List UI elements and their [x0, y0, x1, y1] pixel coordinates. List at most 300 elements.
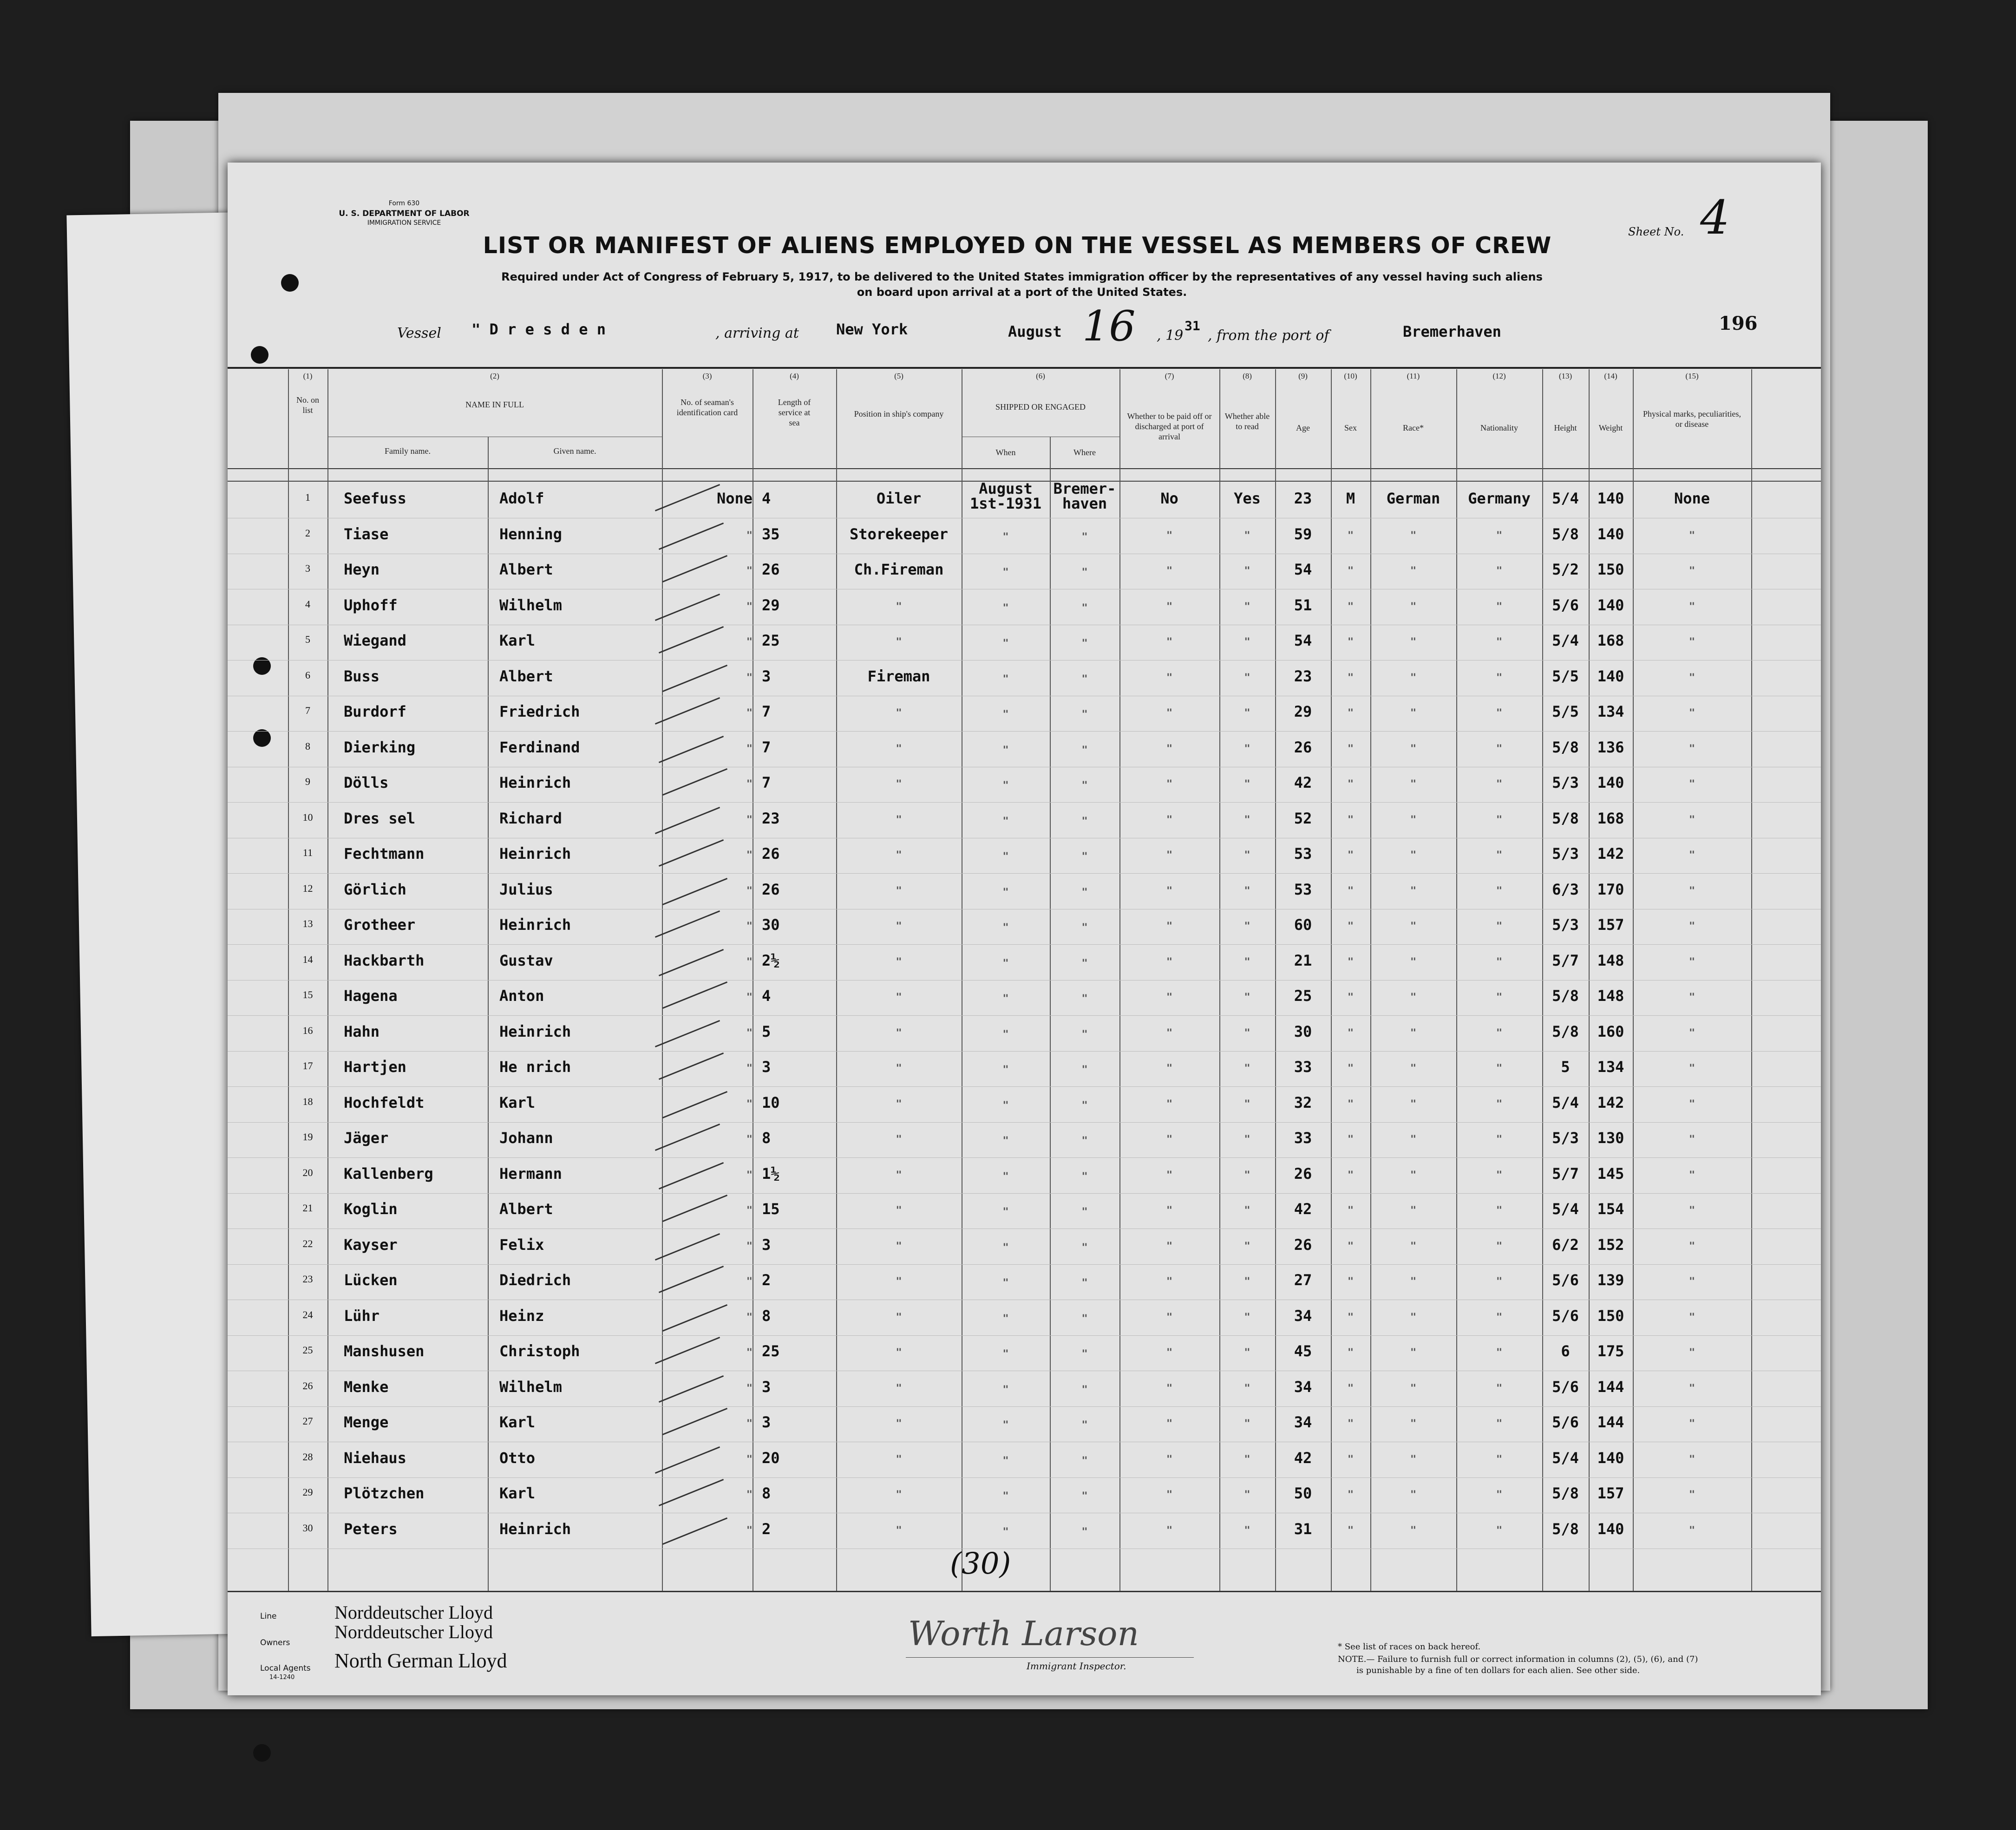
arriving-label: , arriving at — [715, 325, 799, 341]
cell-family: Burdorf — [344, 703, 406, 720]
cell-read: " — [1244, 565, 1250, 577]
cell-height: 5 — [1561, 1058, 1570, 1076]
cell-age: 60 — [1294, 916, 1312, 934]
cell-race: " — [1410, 778, 1417, 790]
cell-sex: " — [1347, 1276, 1354, 1288]
cell-weight: 148 — [1597, 987, 1624, 1005]
cell-given: Heinrich — [499, 845, 571, 863]
cell-service: 35 — [762, 525, 780, 543]
cell-paid: " — [1166, 1418, 1173, 1430]
cell-race: " — [1410, 814, 1417, 826]
cell-service: 10 — [762, 1093, 780, 1111]
vessel-name: " D r e s d e n — [471, 320, 606, 338]
cell-where: " — [1081, 1170, 1088, 1183]
cell-age: 30 — [1294, 1022, 1312, 1040]
col6-when-header: When — [995, 448, 1016, 457]
cell-when: " — [1002, 1348, 1009, 1360]
cell-service: 3 — [762, 667, 771, 685]
cell-family: Hochfeldt — [344, 1093, 425, 1111]
cell-service: 7 — [762, 703, 771, 720]
cell-race: " — [1410, 1240, 1417, 1252]
col7-header: Whether to be paid off or discharged at port of arrival — [1127, 412, 1212, 441]
cell-age: 26 — [1294, 1235, 1312, 1254]
col2-family-header: Family name. — [385, 446, 431, 456]
cell-nationality: " — [1496, 885, 1503, 897]
cell-nationality: " — [1496, 743, 1503, 755]
cell-when: " — [1002, 1277, 1009, 1289]
cell-marks: " — [1689, 1240, 1695, 1252]
cell-paid: " — [1166, 1489, 1173, 1501]
manifest-page — [228, 163, 1821, 1695]
cell-family: Plötzchen — [344, 1484, 425, 1502]
cell-when: " — [1002, 1170, 1009, 1183]
table-row — [228, 732, 1821, 767]
cell-marks: " — [1689, 1169, 1695, 1181]
cell-service: 1½ — [762, 1164, 780, 1183]
cell-service: 8 — [762, 1129, 771, 1147]
cell-height: 5/7 — [1552, 1164, 1579, 1183]
cell-height: 5/8 — [1552, 809, 1579, 827]
cell-sex: " — [1347, 1063, 1354, 1074]
cell-when: " — [1002, 1099, 1009, 1111]
cell-weight: 150 — [1597, 561, 1624, 578]
cell-given: Albert — [499, 1200, 553, 1218]
cell-race: " — [1410, 992, 1417, 1003]
cell-height: 6 — [1561, 1342, 1570, 1360]
cell-paid: " — [1166, 1098, 1173, 1110]
cell-given: Karl — [499, 632, 536, 649]
cell-position: Ch.Fireman — [854, 561, 944, 578]
cell-no: 3 — [305, 562, 310, 574]
cell-when: " — [1002, 851, 1009, 863]
col4-number: (4) — [790, 372, 799, 380]
cell-when: " — [1002, 531, 1009, 543]
cell-family: Görlich — [344, 880, 406, 898]
cell-where: " — [1081, 815, 1088, 827]
col2-header: NAME IN FULL — [465, 400, 524, 409]
header-top-rule — [228, 367, 1821, 369]
cell-position: " — [896, 1311, 902, 1323]
table-row — [228, 1478, 1821, 1513]
cell-no: 21 — [302, 1202, 313, 1214]
cell-no: 25 — [302, 1344, 313, 1356]
cell-when: " — [1002, 567, 1009, 578]
cell-family: Kallenberg — [344, 1164, 433, 1183]
cell-no: 27 — [302, 1415, 313, 1427]
cell-read: " — [1244, 1240, 1250, 1252]
cell-position: " — [896, 956, 902, 968]
col12-header: Nationality — [1480, 423, 1518, 432]
cell-nationality: " — [1496, 1205, 1503, 1216]
cell-paid: " — [1166, 1169, 1173, 1181]
cell-paid: " — [1166, 1382, 1173, 1394]
cell-service: 26 — [762, 845, 780, 863]
cell-given: Karl — [499, 1413, 536, 1431]
cell-race: " — [1410, 1347, 1417, 1359]
cell-where: " — [1081, 922, 1088, 934]
from-port-label: , from the port of — [1208, 327, 1329, 344]
cell-position: " — [896, 1418, 902, 1430]
cell-card: " — [746, 1134, 753, 1145]
cell-marks: " — [1689, 850, 1695, 861]
cell-card: " — [746, 814, 753, 826]
cell-given: Heinrich — [499, 774, 571, 791]
cell-age: 21 — [1294, 951, 1312, 969]
penalty-note-line1: NOTE.— Failure to furnish full or correct information in columns (2), (5), (6), and (7) — [1338, 1654, 1698, 1664]
cell-when: " — [1002, 1064, 1009, 1076]
cell-paid: " — [1166, 1347, 1173, 1359]
cell-weight: 145 — [1597, 1164, 1624, 1183]
cell-paid: " — [1166, 565, 1173, 577]
cell-where: " — [1081, 1135, 1088, 1147]
table-row — [228, 1016, 1821, 1052]
cell-sex: " — [1347, 1524, 1354, 1536]
cell-position: " — [896, 1205, 902, 1216]
cell-race: " — [1410, 707, 1417, 719]
cell-sex: " — [1347, 707, 1354, 719]
vessel-label: Vessel — [397, 325, 441, 341]
cell-family: Lühr — [344, 1307, 380, 1325]
cell-given: Heinrich — [499, 1520, 571, 1538]
cell-read: " — [1244, 850, 1250, 861]
cell-given: Diedrich — [499, 1271, 571, 1289]
cell-when: " — [1002, 1526, 1009, 1538]
cell-service: 7 — [762, 774, 771, 791]
cell-height: 5/2 — [1552, 561, 1579, 578]
cell-race: " — [1410, 672, 1417, 684]
cell-family: Manshusen — [344, 1342, 425, 1360]
cell-height: 5/3 — [1552, 845, 1579, 863]
line-label: Line — [260, 1612, 277, 1621]
cell-race: " — [1410, 1453, 1417, 1465]
cell-sex: " — [1347, 1169, 1354, 1181]
col14-header: Weight — [1598, 423, 1623, 432]
cell-paid: " — [1166, 885, 1173, 897]
cell-sex: " — [1347, 601, 1354, 613]
cell-height: 5/8 — [1552, 525, 1579, 543]
cell-read: " — [1244, 1276, 1250, 1288]
cell-race: German — [1386, 490, 1440, 507]
cell-where: " — [1081, 1064, 1088, 1076]
cell-sex: " — [1347, 956, 1354, 968]
cell-age: 42 — [1294, 1449, 1312, 1467]
cell-weight: 134 — [1597, 1058, 1624, 1076]
cell-race: " — [1410, 956, 1417, 968]
cell-sex: " — [1347, 1382, 1354, 1394]
cell-marks: " — [1689, 1418, 1695, 1430]
cell-paid: " — [1166, 1134, 1173, 1145]
cell-position: " — [896, 707, 902, 719]
cell-paid: " — [1166, 1453, 1173, 1465]
cell-race: " — [1410, 1134, 1417, 1145]
inspector-signature: Worth Larson — [908, 1614, 1139, 1653]
cell-given: Anton — [499, 987, 544, 1005]
col3-header: No. of seaman's identification card — [676, 398, 738, 417]
table-row — [228, 554, 1821, 589]
cell-weight: 130 — [1597, 1129, 1624, 1147]
cell-nationality: " — [1496, 814, 1503, 826]
cell-sex: " — [1347, 743, 1354, 755]
cell-when: " — [1002, 922, 1009, 934]
table-row — [228, 1514, 1821, 1549]
cell-weight: 139 — [1597, 1271, 1624, 1289]
cell-age: 26 — [1294, 738, 1312, 756]
cell-nationality: " — [1496, 565, 1503, 577]
col13-number: (13) — [1558, 372, 1572, 380]
cell-read: " — [1244, 921, 1250, 932]
cell-where: " — [1081, 1490, 1088, 1502]
cell-marks: " — [1689, 707, 1695, 719]
cell-service: 26 — [762, 880, 780, 898]
cell-race: " — [1410, 1276, 1417, 1288]
cell-family: Niehaus — [344, 1449, 406, 1467]
cell-paid: " — [1166, 1027, 1173, 1039]
cell-weight: 140 — [1597, 1520, 1624, 1538]
cell-age: 34 — [1294, 1413, 1312, 1431]
year-prefix: , 19 — [1157, 327, 1184, 344]
cell-given: Otto — [499, 1449, 536, 1467]
cell-position: Fireman — [867, 667, 930, 685]
cell-paid: " — [1166, 707, 1173, 719]
cell-sex: " — [1347, 1027, 1354, 1039]
col6-where-header: Where — [1073, 448, 1096, 457]
form-code: 14-1240 — [269, 1674, 295, 1681]
cell-nationality: " — [1496, 1489, 1503, 1501]
col2-number: (2) — [490, 372, 499, 380]
col1-header: No. on list — [296, 395, 319, 415]
inspector-signature-line — [906, 1657, 1194, 1658]
table-row — [228, 519, 1821, 554]
cell-service: 3 — [762, 1058, 771, 1076]
cell-where: " — [1081, 993, 1088, 1005]
cell-race: " — [1410, 1489, 1417, 1501]
cell-race: " — [1410, 1098, 1417, 1110]
cell-age: 42 — [1294, 1200, 1312, 1218]
cell-age: 33 — [1294, 1129, 1312, 1147]
cell-paid: " — [1166, 1063, 1173, 1074]
cell-weight: 150 — [1597, 1307, 1624, 1325]
cell-race: " — [1410, 565, 1417, 577]
table-row — [228, 980, 1821, 1016]
cell-age: 34 — [1294, 1378, 1312, 1396]
cell-where: " — [1081, 957, 1088, 969]
cell-given: Johann — [499, 1129, 553, 1147]
cell-where: Bremer- haven — [1053, 480, 1116, 512]
cell-paid: " — [1166, 1524, 1173, 1536]
table-row — [228, 767, 1821, 803]
cell-family: Buss — [344, 667, 380, 685]
cell-service: 20 — [762, 1449, 780, 1467]
form-title: LIST OR MANIFEST OF ALIENS EMPLOYED ON THE VESSEL AS MEMBERS OF CREW — [483, 232, 1552, 259]
cell-where: " — [1081, 709, 1088, 720]
cell-marks: " — [1689, 956, 1695, 968]
cell-card: " — [746, 1347, 753, 1359]
cell-family: Peters — [344, 1520, 398, 1538]
cell-where: " — [1081, 1028, 1088, 1040]
cell-where: " — [1081, 1526, 1088, 1538]
col6-header: SHIPPED OR ENGAGED — [995, 402, 1086, 412]
penalty-note-line2: is punishable by a fine of ten dollars for each alien. See other side. — [1356, 1666, 1640, 1675]
cell-position: " — [896, 1453, 902, 1465]
cell-no: 20 — [302, 1166, 313, 1178]
cell-age: 23 — [1294, 667, 1312, 685]
cell-card: " — [746, 1418, 753, 1430]
cell-no: 18 — [302, 1095, 313, 1107]
cell-no: 11 — [302, 847, 313, 858]
cell-position: " — [896, 921, 902, 932]
sheet-label: Sheet No. — [1628, 225, 1684, 238]
cell-race: " — [1410, 636, 1417, 648]
table-row — [228, 590, 1821, 625]
cell-when: " — [1002, 1384, 1009, 1396]
cell-no: 16 — [302, 1024, 313, 1036]
col15-number: (15) — [1685, 372, 1699, 380]
cell-service: 25 — [762, 632, 780, 649]
cell-race: " — [1410, 1169, 1417, 1181]
cell-weight: 140 — [1597, 667, 1624, 685]
cell-height: 5/8 — [1552, 987, 1579, 1005]
col1-number: (1) — [303, 372, 313, 380]
cell-race: " — [1410, 1205, 1417, 1216]
cell-position: " — [896, 1027, 902, 1039]
cell-weight: 140 — [1597, 525, 1624, 543]
cell-paid: " — [1166, 529, 1173, 542]
cell-height: 5/6 — [1552, 1413, 1579, 1431]
cell-given: Karl — [499, 1093, 536, 1111]
cell-nationality: " — [1496, 672, 1503, 684]
cell-service: 25 — [762, 1342, 780, 1360]
cell-age: 45 — [1294, 1342, 1312, 1360]
cell-given: Henning — [499, 525, 562, 543]
cell-paid: No — [1160, 490, 1178, 507]
owner-stamp-1: Norddeutscher Lloyd — [334, 1602, 493, 1623]
cell-service: 8 — [762, 1307, 771, 1325]
cell-weight: 142 — [1597, 845, 1624, 863]
cell-read: " — [1244, 743, 1250, 755]
arriving-port: New York — [836, 320, 908, 338]
cell-given: Gustav — [499, 951, 553, 969]
cell-position: " — [896, 850, 902, 861]
cell-given: Ferdinand — [499, 738, 580, 756]
cell-service: 23 — [762, 809, 780, 827]
cell-given: Julius — [499, 880, 553, 898]
cell-nationality: " — [1496, 636, 1503, 648]
cell-sex: " — [1347, 1311, 1354, 1323]
cell-service: 15 — [762, 1200, 780, 1218]
cell-nationality: " — [1496, 1382, 1503, 1394]
cell-height: 5/5 — [1552, 667, 1579, 685]
cell-nationality: " — [1496, 1347, 1503, 1359]
cell-marks: " — [1689, 1453, 1695, 1465]
cell-sex: " — [1347, 992, 1354, 1003]
cell-paid: " — [1166, 921, 1173, 932]
cell-nationality: " — [1496, 1453, 1503, 1465]
cell-when: " — [1002, 1135, 1009, 1147]
col2-given-header: Given name. — [553, 446, 596, 456]
cell-family: Seefuss — [344, 490, 406, 507]
cell-age: 50 — [1294, 1484, 1312, 1502]
cell-card: " — [746, 1453, 753, 1465]
cell-when: " — [1002, 1028, 1009, 1040]
cell-family: Hagena — [344, 987, 398, 1005]
cell-age: 59 — [1294, 525, 1312, 543]
col10-number: (10) — [1344, 372, 1357, 380]
cell-weight: 134 — [1597, 703, 1624, 720]
col15-header: Physical marks, peculiarities, or disease — [1643, 409, 1741, 429]
arrival-month: August — [1008, 323, 1062, 340]
owner-stamp-3: North German Lloyd — [334, 1649, 507, 1672]
cell-marks: " — [1689, 1063, 1695, 1074]
cell-where: " — [1081, 602, 1088, 614]
cell-where: " — [1081, 1455, 1088, 1467]
cell-nationality: " — [1496, 529, 1503, 542]
cell-position: " — [896, 743, 902, 755]
cell-sex: " — [1347, 1098, 1354, 1110]
cell-marks: " — [1689, 1347, 1695, 1359]
cell-family: Tiase — [344, 525, 389, 543]
cell-no: 19 — [302, 1131, 313, 1143]
cell-card: " — [746, 778, 753, 790]
cell-when: " — [1002, 1206, 1009, 1218]
footer-top-rule — [228, 1591, 1821, 1592]
cell-no: 5 — [305, 634, 310, 645]
form-subtitle-line1: Required under Act of Congress of February 5, 1917, to be delivered to the United States immigration officer by the representatives of any vessel having such aliens — [501, 270, 1543, 283]
table-row — [228, 1194, 1821, 1229]
cell-given: Albert — [499, 667, 553, 685]
cell-given: Felix — [499, 1235, 544, 1254]
cell-card: " — [746, 707, 753, 719]
cell-height: 5/6 — [1552, 1307, 1579, 1325]
cell-height: 5/8 — [1552, 738, 1579, 756]
cell-service: 3 — [762, 1413, 771, 1431]
cell-height: 5/3 — [1552, 1129, 1579, 1147]
col12-number: (12) — [1492, 372, 1506, 380]
col7-number: (7) — [1165, 372, 1174, 380]
cell-family: Koglin — [344, 1200, 398, 1218]
col3-number: (3) — [702, 372, 712, 380]
cell-height: 5/8 — [1552, 1022, 1579, 1040]
cell-weight: 168 — [1597, 809, 1624, 827]
table-row — [228, 625, 1821, 660]
cell-weight: 140 — [1597, 596, 1624, 614]
cell-service: 3 — [762, 1235, 771, 1254]
cell-age: 51 — [1294, 596, 1312, 614]
cell-position: Oiler — [876, 490, 922, 507]
year-suffix: 31 — [1185, 318, 1200, 333]
cell-when: " — [1002, 673, 1009, 685]
cell-family: Hartjen — [344, 1058, 406, 1076]
cell-given: Heinrich — [499, 916, 571, 934]
cell-no: 29 — [302, 1486, 313, 1498]
cell-age: 27 — [1294, 1271, 1312, 1289]
cell-race: " — [1410, 1524, 1417, 1536]
cell-height: 5/6 — [1552, 596, 1579, 614]
cell-position: " — [896, 1382, 902, 1394]
cell-height: 5/5 — [1552, 703, 1579, 720]
cell-given: Heinrich — [499, 1022, 571, 1040]
cell-paid: " — [1166, 601, 1173, 613]
cell-weight: 144 — [1597, 1413, 1624, 1431]
table-row — [228, 838, 1821, 874]
cell-read: " — [1244, 1098, 1250, 1110]
cell-service: 30 — [762, 916, 780, 934]
cell-service: 26 — [762, 561, 780, 578]
cell-weight: 170 — [1597, 880, 1624, 898]
cell-nationality: " — [1496, 707, 1503, 719]
agents-label: Local Agents — [260, 1664, 311, 1673]
cell-nationality: " — [1496, 992, 1503, 1003]
cell-no: 30 — [302, 1522, 313, 1534]
